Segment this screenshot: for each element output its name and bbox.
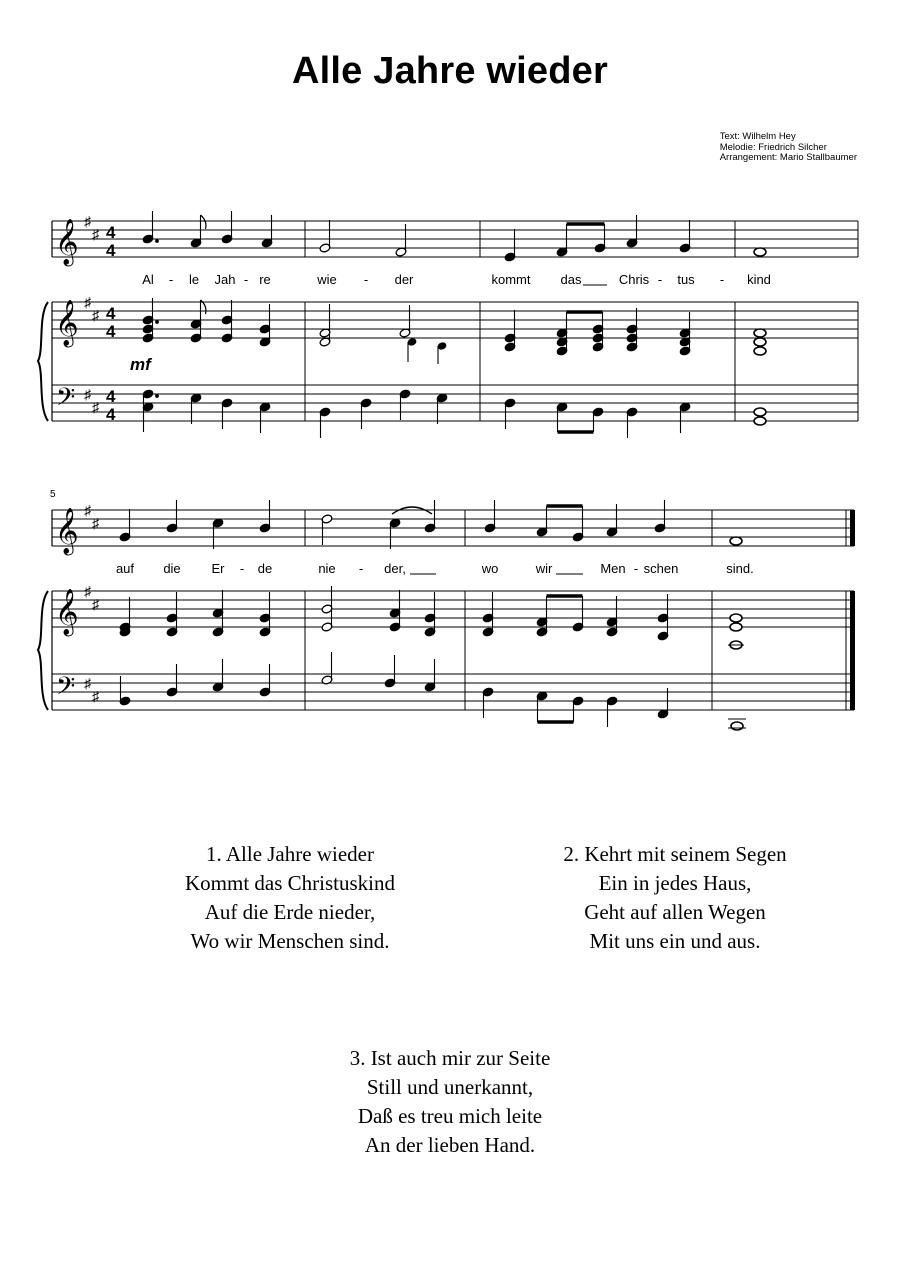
credit-arrangement: Arrangement: Mario Stallbaumer	[719, 152, 857, 163]
lyric-hyphen: -	[719, 272, 725, 287]
svg-text:♯: ♯	[92, 688, 99, 704]
verse-line: Kommt das Christuskind	[184, 871, 395, 895]
piano-bass-staff-1	[52, 385, 858, 421]
piano-left-hand-1	[142, 389, 766, 438]
voice-notes-1	[142, 211, 766, 262]
piano-brace-1	[38, 302, 48, 421]
lyric-syllable: auf	[115, 561, 135, 576]
bass-clef-icon: 𝄢	[56, 384, 76, 417]
verse-2	[490, 840, 860, 956]
voice-staff-1	[52, 221, 858, 257]
song-title: Alle Jahre wieder	[292, 50, 608, 92]
lyric-syllable: sind.	[726, 561, 754, 576]
verse-line: Mit uns ein und aus.	[589, 929, 761, 953]
svg-text:♯: ♯	[92, 399, 99, 415]
svg-text:♯: ♯	[92, 515, 99, 531]
verse-line: An der lieben Hand.	[364, 1133, 536, 1157]
verse-line: Geht auf allen Wegen	[584, 900, 766, 924]
lyric-syllable: die	[163, 561, 181, 576]
treble-clef-icon: 𝄞	[55, 590, 79, 634]
lyric-syllable: de	[257, 561, 273, 576]
svg-text:4: 4	[106, 387, 116, 406]
time-signature-icon	[106, 223, 116, 424]
lyric-syllable: wir	[535, 561, 553, 576]
verse-line: Auf die Erde nieder,	[204, 900, 376, 924]
verse-line: Still und unerkannt,	[366, 1075, 534, 1099]
barlines-2	[305, 510, 712, 710]
lyric-hyphen: -	[657, 272, 663, 287]
credit-text: Text: Wilhelm Hey	[719, 131, 796, 142]
svg-text:4: 4	[106, 304, 116, 323]
measure-number: 5	[50, 489, 56, 500]
lyric-syllable: wo	[481, 561, 499, 576]
svg-text:♯: ♯	[84, 294, 91, 310]
dynamic-marking: mf	[130, 355, 151, 374]
lyric-hyphen: -	[168, 272, 174, 287]
lyrics-line-2	[116, 561, 754, 576]
svg-text:♯: ♯	[92, 226, 99, 242]
lyric-syllable: Er	[211, 561, 225, 576]
lyric-syllable: kind	[747, 272, 771, 287]
verse-line: 1. Alle Jahre wieder	[206, 842, 374, 866]
treble-clef-icon: 𝄞	[55, 220, 79, 264]
svg-text:4: 4	[106, 241, 116, 260]
verse-line: Daß es treu mich leite	[357, 1104, 543, 1128]
lyric-syllable: re	[259, 272, 271, 287]
lyric-syllable: das	[560, 272, 582, 287]
verse-line: Wo wir Menschen sind.	[190, 929, 390, 953]
lyric-syllable: nie	[318, 561, 336, 576]
svg-text:♯: ♯	[84, 213, 91, 229]
credit-melody: Melodie: Friedrich Silcher	[719, 141, 827, 153]
lyric-syllable: Men	[600, 561, 626, 576]
lyric-syllable: Chris	[618, 272, 650, 287]
lyric-syllable: Al	[142, 272, 154, 287]
barlines-1	[305, 221, 858, 421]
svg-text:4: 4	[106, 223, 116, 242]
lyric-syllable: Jah	[214, 272, 236, 287]
final-barline	[846, 510, 855, 710]
piano-brace-2	[38, 591, 48, 710]
system-2	[38, 489, 855, 730]
lyric-syllable: kommt	[491, 272, 531, 287]
voice-notes-2	[119, 500, 742, 549]
lyrics-line-1	[142, 272, 771, 287]
lyric-hyphen: -	[363, 272, 369, 287]
svg-text:4: 4	[106, 322, 116, 341]
svg-text:4: 4	[106, 405, 116, 424]
svg-text:♯: ♯	[92, 307, 99, 323]
lyric-hyphen: -	[239, 561, 245, 576]
lyric-syllable: le	[188, 272, 200, 287]
piano-right-hand-1	[142, 298, 766, 364]
verse-line: 3. Ist auch mir zur Seite	[349, 1046, 551, 1070]
lyric-hyphen: -	[633, 561, 639, 576]
lyric-syllable: der,	[384, 561, 406, 576]
svg-text:♯: ♯	[84, 386, 91, 402]
bass-clef-icon: 𝄢	[56, 673, 76, 706]
verse-3	[265, 1044, 635, 1160]
svg-text:♯: ♯	[92, 596, 99, 612]
piano-left-hand-2	[119, 652, 746, 730]
lyric-syllable: schen	[643, 561, 679, 576]
lyric-hyphen: -	[243, 272, 249, 287]
lyric-hyphen: -	[358, 561, 364, 576]
svg-text:♯: ♯	[84, 583, 91, 599]
verse-line: Ein in jedes Haus,	[598, 871, 752, 895]
lyric-syllable: tus	[677, 272, 695, 287]
system-1	[38, 211, 858, 438]
svg-text:♯: ♯	[84, 502, 91, 518]
verse-1	[105, 840, 475, 956]
lyric-syllable: der	[394, 272, 414, 287]
verse-line: 2. Kehrt mit seinem Segen	[563, 842, 787, 866]
piano-treble-staff-1	[52, 302, 858, 338]
lyric-syllable: wie	[317, 272, 337, 287]
svg-text:♯: ♯	[84, 675, 91, 691]
treble-clef-icon: 𝄞	[55, 509, 79, 553]
treble-clef-icon: 𝄞	[55, 301, 79, 345]
